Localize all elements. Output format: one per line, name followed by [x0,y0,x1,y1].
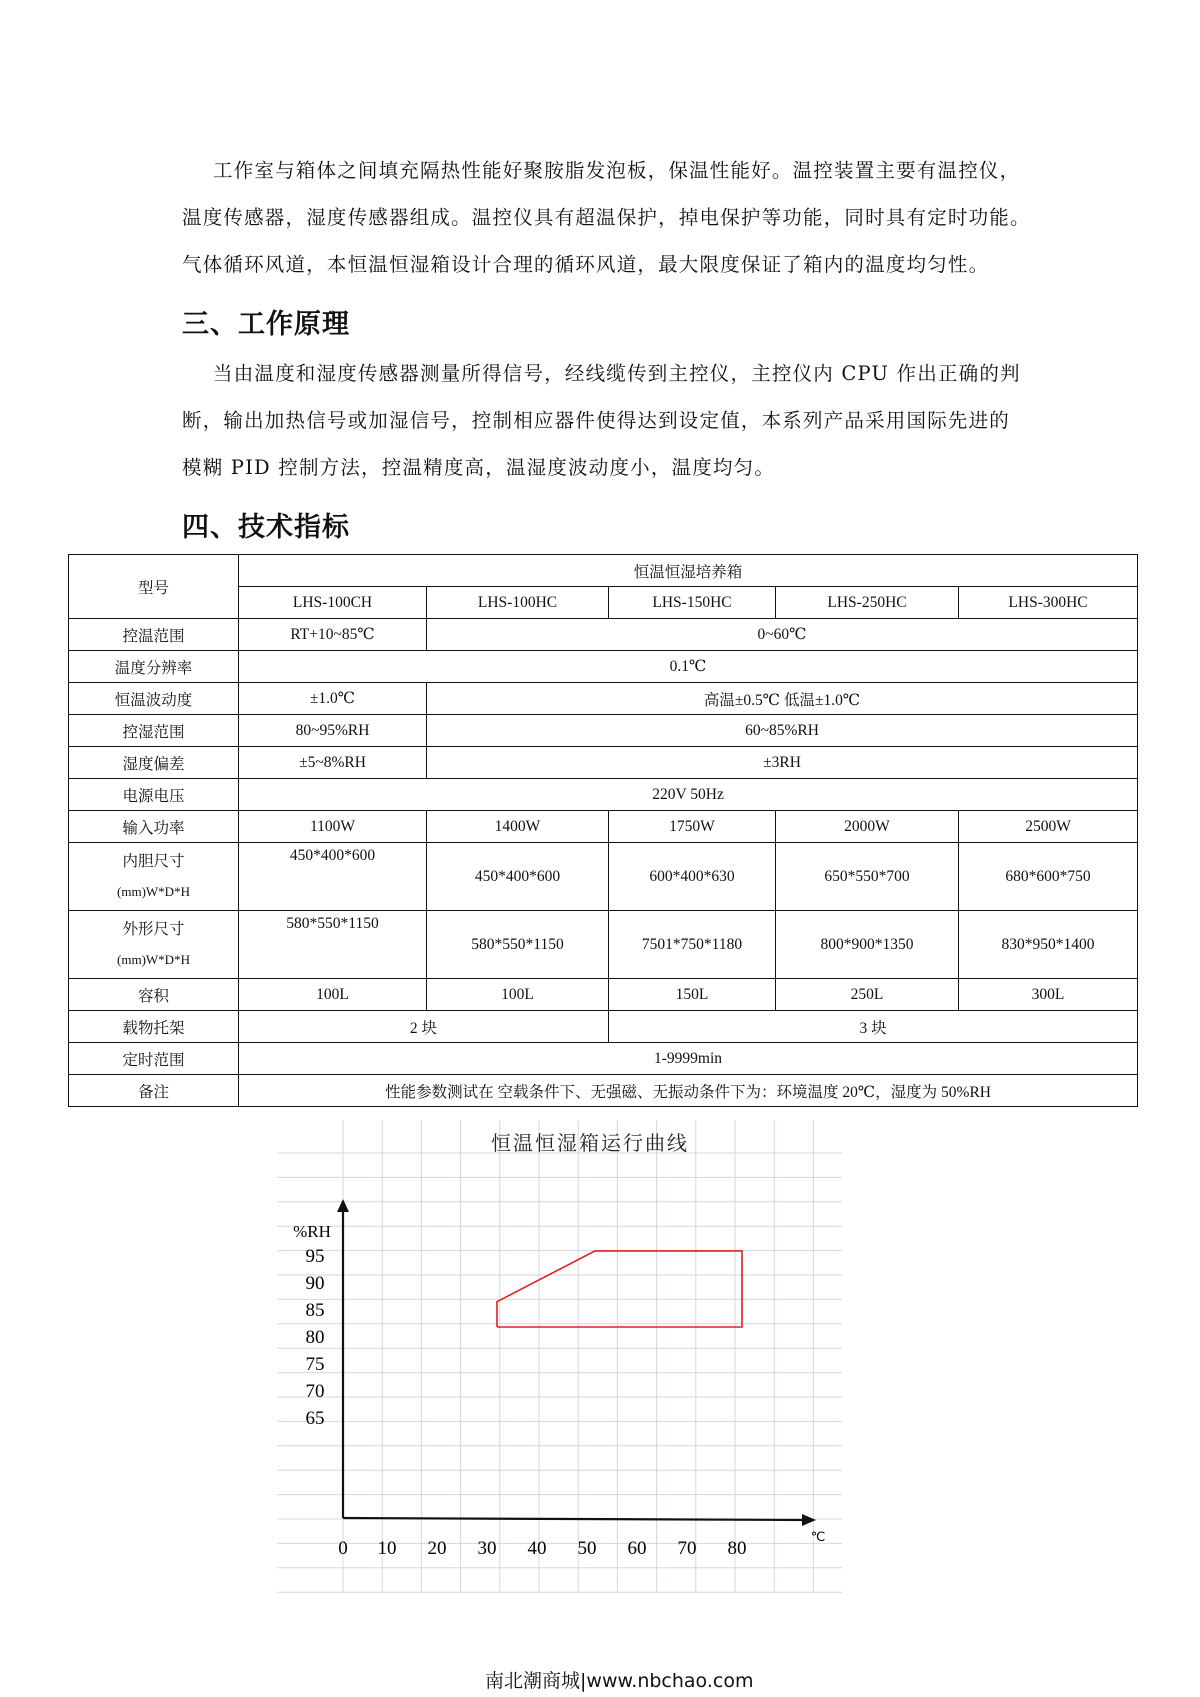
cell: 220V 50Hz [239,779,1138,811]
row-label-unit: (mm)W*D*H [117,951,190,967]
table-row [69,651,1138,683]
footer: 南北潮商城|www.nbchao.com [485,1670,754,1692]
y-tick-label: 90 [305,1273,325,1294]
row-label: 控温范围 [69,619,239,651]
paragraph-line: 模糊 PID 控制方法，控温精度高，温湿度波动度小，温度均匀。 [182,456,776,479]
table-row [69,715,1138,747]
table-row [69,555,1138,587]
table-row [69,843,1138,911]
section4-heading: 四、技术指标 [182,512,350,543]
row-label-unit: (mm)W*D*H [117,883,190,899]
model-cell: LHS-300HC [959,587,1138,619]
row-label: 定时范围 [69,1043,239,1075]
cell: 150L [609,979,776,1011]
paragraph-line: 温度传感器，湿度传感器组成。温控仪具有超温保护，掉电保护等功能，同时具有定时功能。 [182,206,1031,229]
cell: 300L [959,979,1138,1011]
table-row [69,911,1138,979]
cell: ±1.0℃ [239,683,427,715]
x-tick-label: 0 [338,1538,348,1559]
x-axis [343,1518,805,1520]
cell: 580*550*1150 [427,911,609,979]
operating-curve-chart [250,1120,870,1600]
paragraph-line: 当由温度和湿度传感器测量所得信号，经线缆传到主控仪，主控仪内 CPU 作出正确的判 [213,362,1021,385]
model-cell: LHS-150HC [609,587,776,619]
cell: 2000W [776,811,959,843]
y-tick-label: 95 [305,1246,325,1267]
section3-paragraph [182,350,1024,491]
row-label-text: 内胆尺寸 [122,852,185,870]
y-tick-label: 65 [305,1408,325,1429]
paragraph-line: 气体循环风道，本恒温恒湿箱设计合理的循环风道，最大限度保证了箱内的温度均匀性。 [182,253,990,276]
cell: 100L [239,979,427,1011]
row-label: 电源电压 [69,779,239,811]
row-label [69,911,239,979]
cell: ±3RH [427,747,1138,779]
section2-paragraph [182,147,1031,288]
cell: 830*950*1400 [959,911,1138,979]
cell: 80~95%RH [239,715,427,747]
operating-region-line [497,1251,742,1327]
paragraph-line: 工作室与箱体之间填充隔热性能好聚胺脂发泡板，保温性能好。温控装置主要有温控仪， [213,159,1021,182]
cell: 60~85%RH [427,715,1138,747]
table-row [69,779,1138,811]
row-label-text: 外形尺寸 [122,920,185,938]
table-row [69,619,1138,651]
row-label: 温度分辨率 [69,651,239,683]
x-tick-label: 60 [627,1538,647,1559]
cell: RT+10~85℃ [239,619,427,651]
cell: 0.1℃ [239,651,1138,683]
cell: 580*550*1150 [239,911,427,979]
cell: 450*400*600 [239,843,427,911]
cell: 100L [427,979,609,1011]
y-axis-label: %RH [293,1222,331,1241]
cell: 1400W [427,811,609,843]
cell: 800*900*1350 [776,911,959,979]
table-row [69,979,1138,1011]
x-axis-label: ℃ [810,1529,826,1544]
cell: 性能参数测试在 空载条件下、无强磁、无振动条件下为：环境温度 20℃，湿度为 50%RH [239,1075,1138,1107]
cell: 650*550*700 [776,843,959,911]
x-tick-label: 40 [527,1538,547,1559]
y-tick-label: 70 [305,1381,325,1402]
row-label: 备注 [69,1075,239,1107]
y-tick-label: 75 [305,1354,325,1375]
row-label [69,843,239,911]
chart-grid [277,1120,842,1592]
model-cell: LHS-250HC [776,587,959,619]
model-label: 型号 [69,555,239,619]
y-tick-label: 85 [305,1300,325,1321]
spec-table [68,554,1138,1107]
cell: 3 块 [609,1011,1138,1043]
paragraph-line: 断，输出加热信号或加湿信号，控制相应器件使得达到设定值，本系列产品采用国际先进的 [182,409,1011,432]
model-cell: LHS-100HC [427,587,609,619]
cell: 1750W [609,811,776,843]
x-tick-label: 80 [727,1538,747,1559]
table-row [69,1011,1138,1043]
cell: 680*600*750 [959,843,1138,911]
row-label: 湿度偏差 [69,747,239,779]
product-name: 恒温恒湿培养箱 [239,555,1138,587]
cell: 7501*750*1180 [609,911,776,979]
cell: 250L [776,979,959,1011]
cell: 高温±0.5℃ 低温±1.0℃ [427,683,1138,715]
row-label: 控湿范围 [69,715,239,747]
model-cell: LHS-100CH [239,587,427,619]
table-row [69,683,1138,715]
row-label: 载物托架 [69,1011,239,1043]
section3-heading: 三、工作原理 [182,309,350,340]
row-label: 恒温波动度 [69,683,239,715]
cell: 1100W [239,811,427,843]
cell: 450*400*600 [427,843,609,911]
y-axis-arrow-icon [337,1199,349,1212]
x-tick-label: 10 [377,1538,397,1559]
cell: ±5~8%RH [239,747,427,779]
table-row [69,1043,1138,1075]
row-label: 容积 [69,979,239,1011]
cell: 1-9999min [239,1043,1138,1075]
cell: 2 块 [239,1011,609,1043]
table-row [69,1075,1138,1107]
cell: 600*400*630 [609,843,776,911]
cell: 2500W [959,811,1138,843]
x-tick-label: 50 [577,1538,597,1559]
x-tick-label: 70 [677,1538,697,1559]
table-row [69,811,1138,843]
row-label: 输入功率 [69,811,239,843]
table-row [69,747,1138,779]
y-tick-label: 80 [305,1327,325,1348]
cell: 0~60℃ [427,619,1138,651]
x-tick-label: 20 [427,1538,447,1559]
x-tick-label: 30 [477,1538,497,1559]
chart-title: 恒温恒湿箱运行曲线 [491,1131,689,1155]
